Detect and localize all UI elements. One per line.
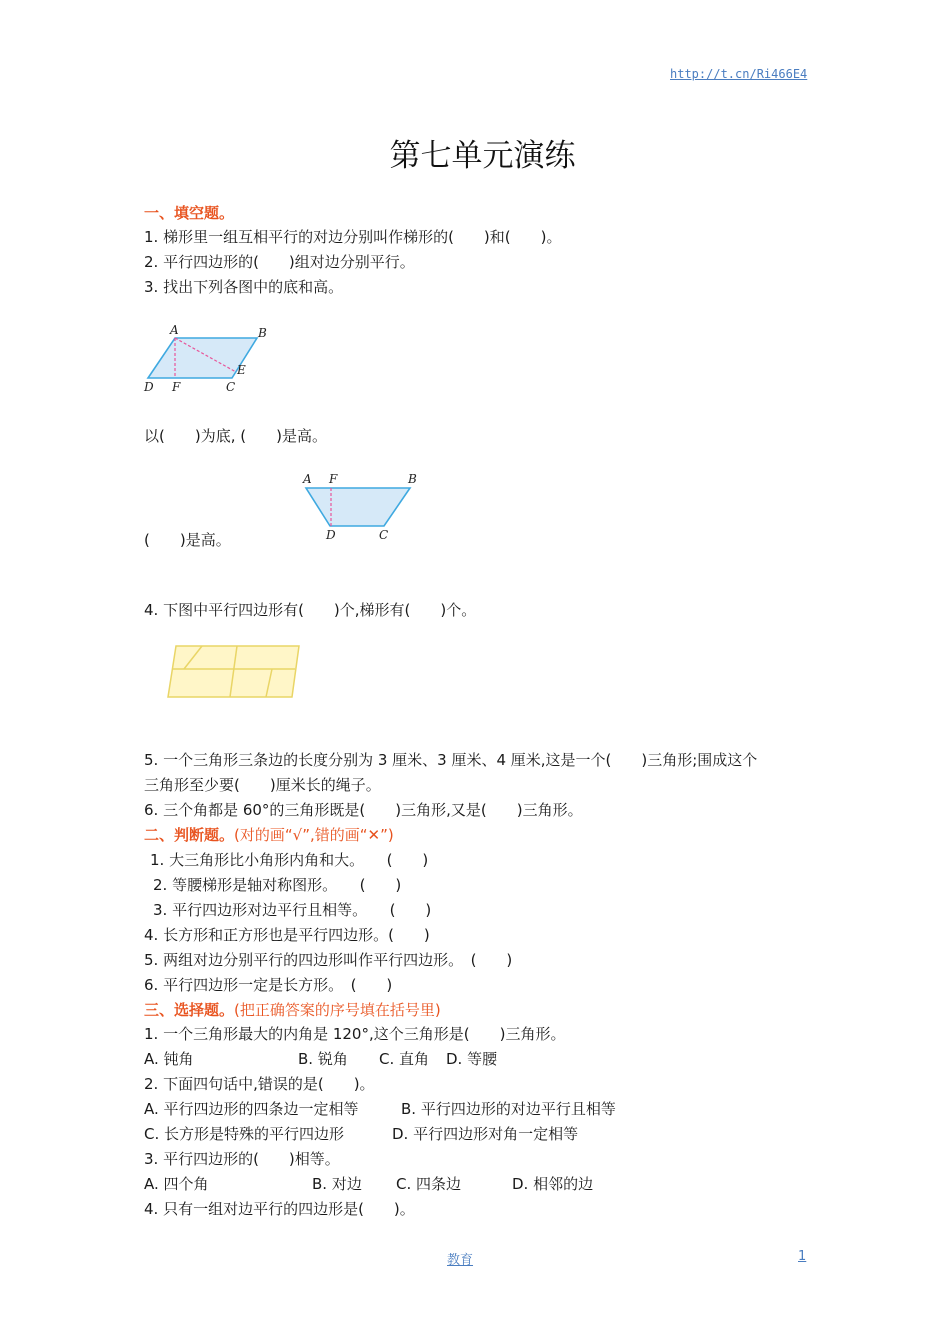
fig2-label-c: C <box>379 528 389 542</box>
judge-item-6: 6. 平行四边形一定是长方形。 ( ) <box>144 976 393 994</box>
section1-q1: 1. 梯形里一组互相平行的对边分别叫作梯形的( )和( )。 <box>144 228 562 246</box>
choice-q4: 4. 只有一组对边平行的四边形是( )。 <box>144 1200 415 1218</box>
figure-parallelogram <box>140 320 280 400</box>
choice-q3-option-b: B. 对边 <box>312 1175 362 1193</box>
choice-q2-option-d: D. 平行四边形对角一定相等 <box>392 1125 579 1143</box>
page-title: 第七单元演练 <box>389 138 576 174</box>
section2-heading-line <box>144 825 394 845</box>
fig2-label-b: B <box>408 472 417 486</box>
choice-q2-option-c: C. 长方形是特殊的平行四边形 <box>144 1125 345 1143</box>
section1-q5-line1: 5. 一个三角形三条边的长度分别为 3 厘米、3 厘米、4 厘米,这是一个( )三角形;围成这个 <box>144 751 758 769</box>
footer-page-number[interactable]: 1 <box>798 1249 807 1264</box>
section3-heading: 三、选择题。 <box>144 1001 235 1019</box>
section3-note: (把正确答案的序号填在括号里) <box>234 1001 441 1019</box>
section1-q6: 6. 三个角都是 60°的三角形既是( )三角形,又是( )三角形。 <box>144 801 583 819</box>
fig2-label-d: D <box>326 528 336 542</box>
choice-q3-option-c: C. 四条边 <box>396 1175 462 1193</box>
choice-q2: 2. 下面四句话中,错误的是( )。 <box>144 1075 375 1093</box>
fig1-label-d: D <box>144 380 154 394</box>
choice-q3: 3. 平行四边形的( )相等。 <box>144 1150 340 1168</box>
section2-note: (对的画“√”,错的画“✕”) <box>234 826 394 844</box>
section1-q3: 3. 找出下列各图中的底和高。 <box>144 278 344 296</box>
choice-q3-option-a: A. 四个角 <box>144 1175 209 1193</box>
fig2-label-a: A <box>303 472 312 486</box>
fig1-label-a: A <box>170 323 179 337</box>
footer-link[interactable]: 教育 <box>447 1253 474 1268</box>
fig1-label-c: C <box>226 380 236 394</box>
figure-parallelogram-grid <box>164 642 304 702</box>
section1-q3a-answer: 以( )为底, ( )是高。 <box>144 427 327 445</box>
fig1-label-b: B <box>258 326 267 340</box>
choice-q1-option-a: A. 钝角 <box>144 1050 194 1068</box>
section1-q4: 4. 下图中平行四边形有( )个,梯形有( )个。 <box>144 601 477 619</box>
choice-q2-option-a: A. 平行四边形的四条边一定相等 <box>144 1100 359 1118</box>
fig1-label-f: F <box>172 380 181 394</box>
choice-q1-option-b: B. 锐角 <box>298 1050 348 1068</box>
judge-item-3: 3. 平行四边形对边平行且相等。 ( ) <box>153 901 432 919</box>
judge-item-1: 1. 大三角形比小角形内角和大。 ( ) <box>150 851 429 869</box>
trapezoid-shape <box>306 488 410 526</box>
choice-q2-option-b: B. 平行四边形的对边平行且相等 <box>401 1100 616 1118</box>
judge-item-5: 5. 两组对边分别平行的四边形叫作平行四边形。 ( ) <box>144 951 513 969</box>
section1-q3b-answer: ( )是高。 <box>144 531 231 549</box>
choice-q3-option-d: D. 相邻的边 <box>512 1175 594 1193</box>
figure-trapezoid <box>296 468 426 550</box>
section3-heading-line <box>144 1000 441 1020</box>
judge-item-2: 2. 等腰梯形是轴对称图形。 ( ) <box>153 876 402 894</box>
section1-q2: 2. 平行四边形的( )组对边分别平行。 <box>144 253 415 271</box>
judge-item-4: 4. 长方形和正方形也是平行四边形。( ) <box>144 926 430 944</box>
section1-heading: 一、填空题。 <box>144 204 235 222</box>
choice-q1-option-c: C. 直角 <box>379 1050 430 1068</box>
fig2-label-f: F <box>329 472 338 486</box>
header-url-link[interactable]: http://t.cn/Ri466E4 <box>670 67 808 81</box>
choice-q1-option-d: D. 等腰 <box>446 1050 498 1068</box>
choice-q1: 1. 一个三角形最大的内角是 120°,这个三角形是( )三角形。 <box>144 1025 566 1043</box>
section2-heading: 二、判断题。 <box>144 826 235 844</box>
fig1-label-e: E <box>237 363 246 377</box>
section1-q5-line2: 三角形至少要( )厘米长的绳子。 <box>144 776 381 794</box>
